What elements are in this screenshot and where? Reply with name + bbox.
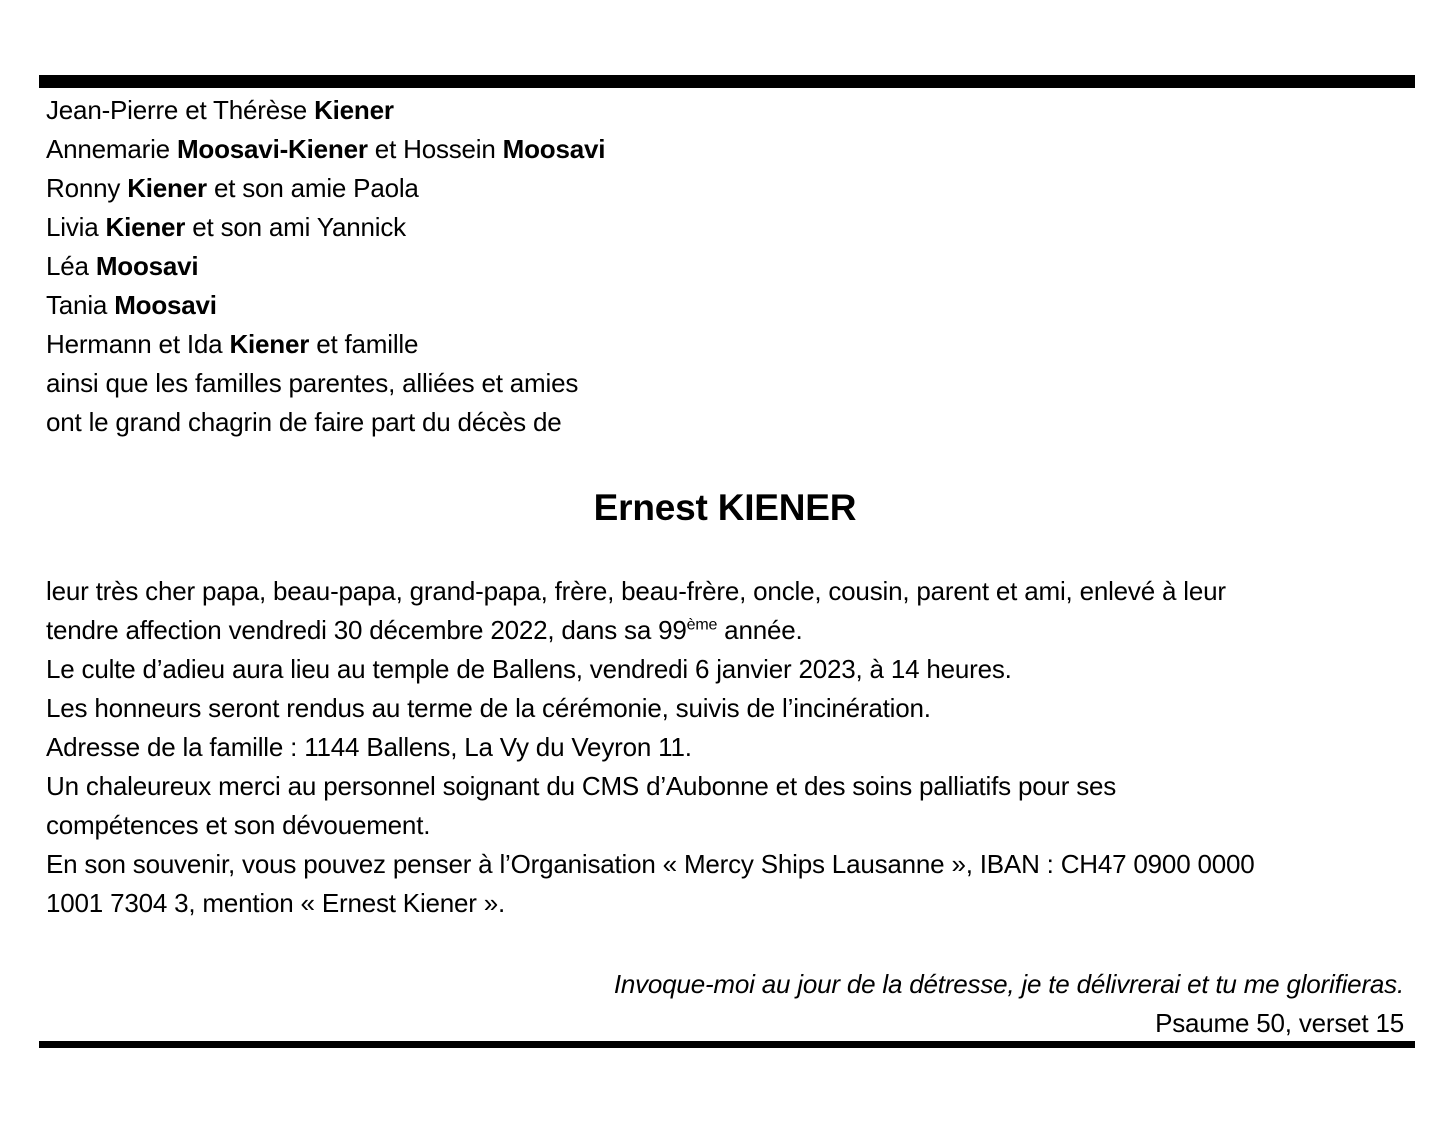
- body-line: [46, 845, 1404, 884]
- body-line: [46, 650, 1404, 689]
- text-segment: Kiener: [105, 212, 186, 242]
- body-line: [46, 884, 1404, 923]
- text-segment: et Hossein: [367, 134, 503, 164]
- text-segment: tendre affection vendredi 30 décembre 2022, dans sa 99: [46, 615, 687, 645]
- body-line: [46, 611, 1404, 650]
- text-segment: ème: [686, 616, 718, 634]
- family-line: [46, 169, 1404, 208]
- body-line: [46, 728, 1404, 767]
- text-segment: 1001 7304 3, mention « Ernest Kiener ».: [46, 888, 506, 918]
- text-segment: année.: [717, 615, 803, 645]
- text-segment: et son amie Paola: [206, 173, 419, 203]
- family-line: [46, 364, 1404, 403]
- text-segment: Les honneurs seront rendus au terme de la cérémonie, suivis de l’incinération.: [46, 693, 931, 723]
- bottom-rule: [39, 1041, 1415, 1048]
- text-segment: ont le grand chagrin de faire part du décès de: [46, 407, 562, 437]
- text-segment: ainsi que les familles parentes, alliées et amies: [46, 368, 579, 398]
- family-line: [46, 286, 1404, 325]
- announcement-body: [46, 572, 1404, 923]
- text-segment: compétences et son dévouement.: [46, 810, 431, 840]
- family-block: [46, 91, 1404, 442]
- text-segment: Le culte d’adieu aura lieu au temple de Ballens, vendredi 6 janvier 2023, à 14 heures.: [46, 654, 1012, 684]
- family-line: [46, 403, 1404, 442]
- scripture-reference: Psaume 50, verset 15: [1155, 1008, 1404, 1038]
- text-segment: Livia: [46, 212, 106, 242]
- body-line: [46, 806, 1404, 845]
- family-line: [46, 130, 1404, 169]
- text-segment: Moosavi: [502, 134, 606, 164]
- text-segment: Tania: [46, 290, 115, 320]
- body-line: [46, 572, 1404, 611]
- text-segment: Kiener: [229, 329, 310, 359]
- deceased-name: Ernest KIENER: [593, 487, 857, 528]
- scripture-quote: Invoque-moi au jour de la détresse, je te délivrerai et tu me glorifieras.: [613, 969, 1404, 999]
- obituary-content: [46, 91, 1404, 1043]
- family-line: [46, 208, 1404, 247]
- family-line: [46, 325, 1404, 364]
- text-segment: Moosavi: [95, 251, 199, 281]
- text-segment: Moosavi: [114, 290, 217, 320]
- text-segment: et son ami Yannick: [185, 212, 406, 242]
- top-rule: [39, 75, 1415, 88]
- text-segment: leur très cher papa, beau-papa, grand-papa, frère, beau-frère, oncle, cousin, parent et ami, enlevé à leur: [46, 576, 1226, 606]
- family-line: [46, 91, 1404, 130]
- body-line: [46, 767, 1404, 806]
- text-segment: Annemarie: [46, 134, 177, 164]
- text-segment: Moosavi-Kiener: [176, 134, 368, 164]
- family-line: [46, 247, 1404, 286]
- text-segment: En son souvenir, vous pouvez penser à l’Organisation « Mercy Ships Lausanne », IBAN : CH47 0900 0000: [46, 849, 1255, 879]
- text-segment: Ronny: [46, 173, 128, 203]
- text-segment: Un chaleureux merci au personnel soignant du CMS d’Aubonne et des soins palliatifs pour ses: [46, 771, 1117, 801]
- body-line: [46, 689, 1404, 728]
- text-segment: Léa: [46, 251, 96, 281]
- text-segment: Adresse de la famille : 1144 Ballens, La Vy du Veyron 11.: [46, 732, 692, 762]
- text-segment: Jean-Pierre et Thérèse: [46, 95, 315, 125]
- text-segment: Kiener: [314, 95, 394, 125]
- text-segment: Hermann et Ida: [46, 329, 230, 359]
- text-segment: et famille: [309, 329, 419, 359]
- text-segment: Kiener: [127, 173, 207, 203]
